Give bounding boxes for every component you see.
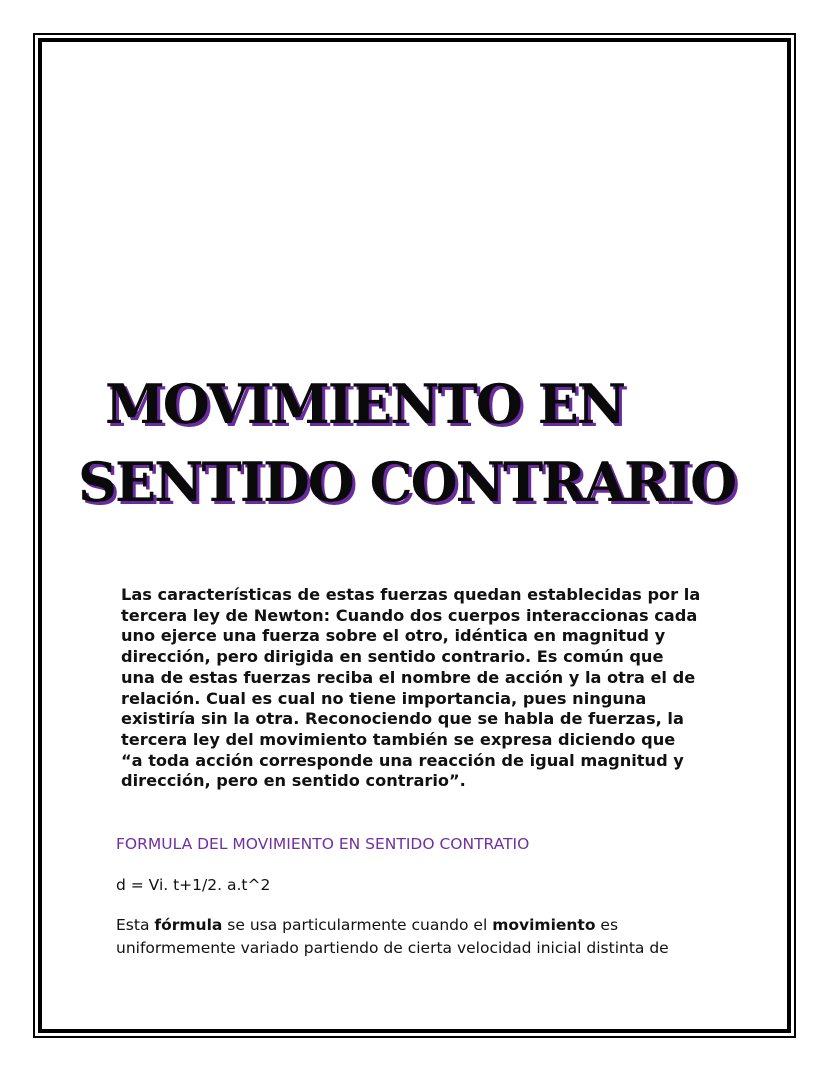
explanation-text-2: se usa particularmente cuando el (222, 916, 493, 934)
formula-text: d = Vi. t+1/2. a.t^2 (116, 876, 271, 894)
document-title-line-1: MOVIMIENTO EN (105, 372, 625, 436)
explanation-paragraph (116, 914, 716, 960)
explanation-bold-formula: fórmula (154, 916, 223, 934)
body-paragraph: Las características de estas fuerzas quedan establecidas por la tercera ley de Newton: Cuando dos cuerpos interaccionas cada uno ejerce una fuerza sobre el otro, idéntica en magnitud y dirección, pero dirigida en sentido contrario. Es común que una de estas fuerzas reciba el nombre de acción y la otra el de relación. Cual es cual no tiene importancia, pues ninguna existiría sin la otra. Reconociendo que se habla de fuerzas, la tercera ley del movimiento también se expresa diciendo que “a toda acción corresponde una reacción de igual magnitud y dirección, pero en sentido contrario”. (121, 585, 701, 791)
explanation-bold-movimiento: movimiento (492, 916, 596, 934)
explanation-text-3: es uniformemente variado partiendo de cierta velocidad inicial distinta de (116, 916, 669, 957)
document-title-line-2: SENTIDO CONTRARIO (78, 450, 736, 514)
formula-heading: FORMULA DEL MOVIMIENTO EN SENTIDO CONTRATIO (116, 835, 530, 853)
explanation-text-1: Esta (116, 916, 155, 934)
